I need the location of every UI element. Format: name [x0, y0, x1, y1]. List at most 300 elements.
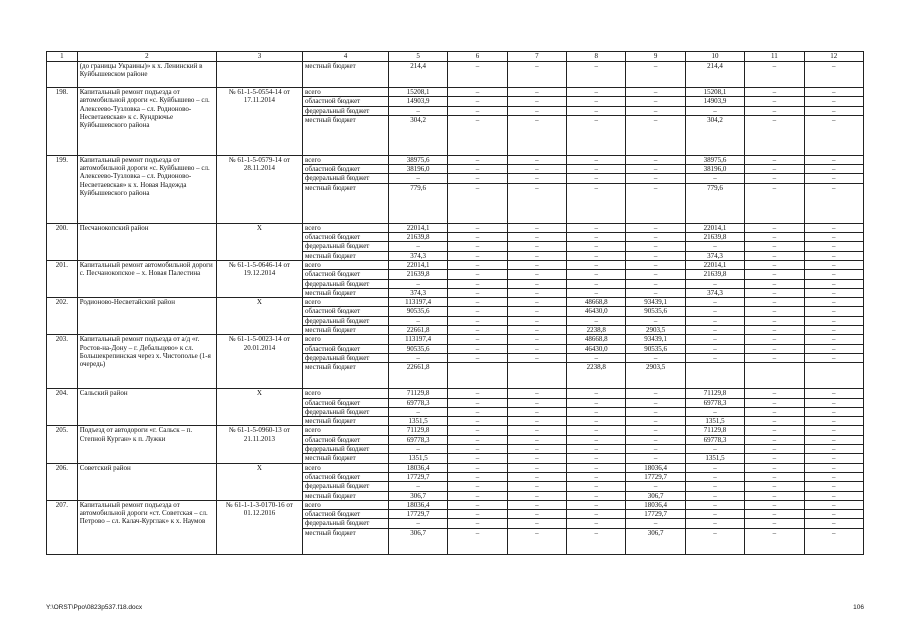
amount-cell: – — [567, 242, 626, 251]
amount-cell: – — [448, 326, 507, 335]
amount-cell: – — [745, 316, 804, 325]
header-cell: 8 — [567, 52, 626, 62]
table-row — [47, 335, 864, 344]
amount-cell: – — [388, 482, 447, 491]
amount-cell: – — [745, 183, 804, 223]
amount-cell: – — [507, 316, 566, 325]
header-cell: 2 — [77, 52, 216, 62]
amount-cell: – — [567, 389, 626, 398]
amount-cell: 90535,6 — [388, 344, 447, 353]
funding-source-cell: всего — [302, 335, 388, 344]
amount-cell: 14903,9 — [685, 97, 744, 106]
amount-cell: – — [626, 251, 685, 260]
amount-cell: 113197,4 — [388, 298, 447, 307]
amount-cell: – — [448, 491, 507, 500]
amount-cell: 71129,8 — [685, 389, 744, 398]
amount-cell: – — [507, 491, 566, 500]
amount-cell: – — [804, 115, 863, 155]
funding-source-cell: федеральный бюджет — [302, 242, 388, 251]
amount-cell: – — [745, 288, 804, 297]
amount-cell: – — [448, 500, 507, 509]
amount-cell: – — [507, 528, 566, 554]
amount-cell: – — [804, 279, 863, 288]
amount-cell: – — [804, 519, 863, 528]
amount-cell: – — [804, 288, 863, 297]
amount-cell: – — [685, 528, 744, 554]
amount-cell: – — [626, 183, 685, 223]
amount-cell: – — [804, 316, 863, 325]
amount-cell: – — [804, 223, 863, 232]
amount-cell: – — [685, 510, 744, 519]
amount-cell: – — [685, 174, 744, 183]
table-row — [47, 389, 864, 398]
amount-cell: – — [567, 519, 626, 528]
header-cell: 11 — [745, 52, 804, 62]
amount-cell: – — [745, 491, 804, 500]
document-cell: № 61-1-5-0554-14 от 17.11.2014 — [216, 88, 302, 156]
funding-source-cell: местный бюджет — [302, 528, 388, 554]
amount-cell: – — [507, 298, 566, 307]
amount-cell: – — [567, 183, 626, 223]
amount-cell: 38196,0 — [685, 165, 744, 174]
amount-cell: – — [745, 353, 804, 362]
amount-cell: – — [567, 500, 626, 509]
amount-cell: 1351,5 — [388, 454, 447, 463]
header-cell: 7 — [507, 52, 566, 62]
amount-cell: – — [745, 519, 804, 528]
amount-cell: – — [448, 233, 507, 242]
amount-cell: 46430,0 — [567, 307, 626, 316]
funding-source-cell: всего — [302, 298, 388, 307]
amount-cell: 71129,8 — [388, 389, 447, 398]
amount-cell: – — [804, 407, 863, 416]
column-number-row — [47, 52, 864, 62]
amount-cell: – — [804, 491, 863, 500]
amount-cell: 214,4 — [685, 62, 744, 88]
amount-cell: – — [567, 62, 626, 88]
amount-cell: – — [448, 316, 507, 325]
amount-cell: – — [745, 223, 804, 232]
amount-cell: – — [745, 174, 804, 183]
funding-source-cell: всего — [302, 155, 388, 164]
amount-cell: – — [685, 463, 744, 472]
amount-cell: – — [685, 407, 744, 416]
funding-source-cell: всего — [302, 500, 388, 509]
table-row — [47, 223, 864, 232]
amount-cell: – — [388, 174, 447, 183]
amount-cell: – — [626, 417, 685, 426]
object-name-cell: Капитальный ремонт подъезда от автомобильной дороги «с. Куйбышево – сл. Алексеево-Тузловка – сл. Родионово-Несветаевская» к с. Кундрючье Куйбышевского района — [77, 88, 216, 156]
object-name-cell: Капитальный ремонт подъезда от автомобильной дороги «ст. Советская – сл. Петрово – сл. Калач-Курглак» к х. Наумов — [77, 500, 216, 554]
amount-cell: – — [567, 398, 626, 407]
amount-cell: – — [567, 97, 626, 106]
page-number: 106 — [853, 604, 864, 611]
file-path: Y:\ORST\Ppo\0823p537.f18.docx — [46, 604, 143, 611]
row-number-cell: 204. — [47, 389, 78, 426]
amount-cell: – — [804, 472, 863, 481]
amount-cell: 71129,8 — [388, 426, 447, 435]
amount-cell: – — [567, 174, 626, 183]
amount-cell: – — [567, 106, 626, 115]
funding-source-cell: местный бюджет — [302, 417, 388, 426]
amount-cell — [804, 363, 863, 389]
amount-cell: – — [685, 519, 744, 528]
amount-cell: – — [685, 298, 744, 307]
amount-cell: 22661,8 — [388, 363, 447, 389]
amount-cell: – — [626, 288, 685, 297]
amount-cell: 22014,1 — [388, 223, 447, 232]
amount-cell: – — [507, 482, 566, 491]
amount-cell: – — [745, 335, 804, 344]
amount-cell: 17729,7 — [388, 472, 447, 481]
amount-cell: – — [567, 426, 626, 435]
funding-source-cell: местный бюджет — [302, 251, 388, 260]
object-name-cell: (до границы Украины)» к х. Ленинский в Куйбышевском районе — [77, 62, 216, 88]
amount-cell — [745, 363, 804, 389]
funding-source-cell: областной бюджет — [302, 97, 388, 106]
amount-cell: 46430,0 — [567, 344, 626, 353]
amount-cell: – — [626, 279, 685, 288]
amount-cell: – — [507, 183, 566, 223]
amount-cell: – — [388, 242, 447, 251]
amount-cell: – — [448, 174, 507, 183]
amount-cell: – — [745, 463, 804, 472]
amount-cell: – — [804, 174, 863, 183]
amount-cell: – — [745, 233, 804, 242]
amount-cell: – — [567, 472, 626, 481]
amount-cell: – — [567, 353, 626, 362]
amount-cell: – — [567, 407, 626, 416]
amount-cell: – — [448, 463, 507, 472]
funding-source-cell: областной бюджет — [302, 233, 388, 242]
amount-cell: – — [745, 298, 804, 307]
amount-cell: 38975,6 — [388, 155, 447, 164]
funding-source-cell: федеральный бюджет — [302, 445, 388, 454]
amount-cell: 17729,7 — [626, 472, 685, 481]
amount-cell: 69778,3 — [685, 398, 744, 407]
amount-cell: – — [685, 106, 744, 115]
amount-cell: – — [745, 389, 804, 398]
amount-cell: 22014,1 — [685, 223, 744, 232]
funding-source-cell: всего — [302, 389, 388, 398]
amount-cell: – — [685, 445, 744, 454]
funding-source-cell: федеральный бюджет — [302, 519, 388, 528]
amount-cell: – — [507, 407, 566, 416]
amount-cell: 69778,3 — [685, 435, 744, 444]
amount-cell: – — [507, 270, 566, 279]
amount-cell: 90535,6 — [388, 307, 447, 316]
amount-cell: – — [448, 426, 507, 435]
amount-cell: 306,7 — [388, 491, 447, 500]
object-name-cell: Песчанокопский район — [77, 223, 216, 260]
amount-cell: – — [567, 251, 626, 260]
amount-cell: – — [507, 510, 566, 519]
funding-source-cell: всего — [302, 223, 388, 232]
amount-cell: 93439,1 — [626, 298, 685, 307]
amount-cell: – — [567, 482, 626, 491]
amount-cell: – — [626, 398, 685, 407]
amount-cell: – — [448, 454, 507, 463]
amount-cell: – — [567, 417, 626, 426]
header-cell: 10 — [685, 52, 744, 62]
funding-source-cell: всего — [302, 463, 388, 472]
amount-cell: – — [626, 519, 685, 528]
amount-cell: – — [567, 279, 626, 288]
amount-cell: – — [448, 115, 507, 155]
amount-cell: – — [567, 528, 626, 554]
amount-cell: – — [804, 106, 863, 115]
amount-cell: – — [448, 389, 507, 398]
amount-cell: – — [745, 165, 804, 174]
amount-cell: – — [567, 463, 626, 472]
amount-cell: – — [685, 472, 744, 481]
amount-cell: – — [745, 454, 804, 463]
amount-cell: – — [388, 445, 447, 454]
amount-cell — [507, 363, 566, 389]
amount-cell: – — [388, 519, 447, 528]
row-number-cell: 201. — [47, 260, 78, 297]
amount-cell: 71129,8 — [685, 426, 744, 435]
document-cell: X — [216, 223, 302, 260]
amount-cell: 90535,6 — [626, 344, 685, 353]
amount-cell: 2903,5 — [626, 326, 685, 335]
amount-cell: – — [745, 115, 804, 155]
header-cell: 12 — [804, 52, 863, 62]
amount-cell: – — [804, 463, 863, 472]
amount-cell: – — [507, 335, 566, 344]
amount-cell: – — [507, 344, 566, 353]
amount-cell: – — [745, 472, 804, 481]
amount-cell: 306,7 — [626, 528, 685, 554]
amount-cell: – — [745, 426, 804, 435]
amount-cell: – — [507, 417, 566, 426]
amount-cell: 306,7 — [388, 528, 447, 554]
amount-cell: – — [507, 389, 566, 398]
funding-source-cell: федеральный бюджет — [302, 106, 388, 115]
amount-cell: – — [448, 165, 507, 174]
amount-cell: – — [804, 454, 863, 463]
amount-cell: – — [804, 510, 863, 519]
object-name-cell: Капитальный ремонт подъезда от а/д «г. Ростов-на-Дону – г. Дебальцево» к сл. Большекрепинская через х. Чистополье (1-я очередь) — [77, 335, 216, 389]
amount-cell: – — [804, 344, 863, 353]
amount-cell: – — [567, 88, 626, 97]
amount-cell: – — [507, 165, 566, 174]
amount-cell: – — [685, 316, 744, 325]
amount-cell: – — [507, 62, 566, 88]
amount-cell: – — [507, 223, 566, 232]
amount-cell: – — [507, 353, 566, 362]
amount-cell: – — [507, 435, 566, 444]
row-number-cell: 205. — [47, 426, 78, 463]
amount-cell: 779,6 — [685, 183, 744, 223]
amount-cell: – — [626, 242, 685, 251]
table-row — [47, 155, 864, 164]
amount-cell: 15208,1 — [685, 88, 744, 97]
amount-cell: – — [804, 426, 863, 435]
amount-cell: 2238,8 — [567, 326, 626, 335]
amount-cell: – — [804, 335, 863, 344]
amount-cell: 90535,6 — [626, 307, 685, 316]
amount-cell: – — [626, 62, 685, 88]
amount-cell — [685, 363, 744, 389]
table-row — [47, 88, 864, 97]
header-cell: 1 — [47, 52, 78, 62]
amount-cell: 15208,1 — [388, 88, 447, 97]
amount-cell: – — [448, 510, 507, 519]
amount-cell: – — [626, 165, 685, 174]
amount-cell: – — [804, 435, 863, 444]
amount-cell: – — [507, 174, 566, 183]
amount-cell: – — [448, 242, 507, 251]
funding-source-cell: всего — [302, 426, 388, 435]
object-name-cell: Подъезд от автодороги «г. Сальск – п. Степной Курган» к п. Лужки — [77, 426, 216, 463]
table-row — [47, 298, 864, 307]
amount-cell: – — [448, 298, 507, 307]
amount-cell: 1351,5 — [685, 454, 744, 463]
amount-cell: – — [507, 398, 566, 407]
amount-cell: – — [685, 500, 744, 509]
amount-cell: – — [745, 398, 804, 407]
amount-cell: 21639,8 — [685, 233, 744, 242]
amount-cell: 374,3 — [388, 251, 447, 260]
amount-cell: – — [745, 326, 804, 335]
object-name-cell: Родионово-Несветайский район — [77, 298, 216, 335]
amount-cell: – — [567, 115, 626, 155]
document-cell: № 61-1-5-0579-14 от 28.11.2014 — [216, 155, 302, 223]
amount-cell: – — [567, 510, 626, 519]
amount-cell: – — [507, 279, 566, 288]
table-row — [47, 426, 864, 435]
amount-cell: – — [804, 165, 863, 174]
funding-source-cell: всего — [302, 88, 388, 97]
document-cell: № 61-1-5-0960-13 от 21.11.2013 — [216, 426, 302, 463]
amount-cell: – — [448, 398, 507, 407]
amount-cell: – — [804, 88, 863, 97]
amount-cell: – — [448, 260, 507, 269]
amount-cell: – — [448, 435, 507, 444]
amount-cell: – — [745, 155, 804, 164]
amount-cell: 214,4 — [388, 62, 447, 88]
funding-source-cell: местный бюджет — [302, 288, 388, 297]
amount-cell: – — [685, 335, 744, 344]
amount-cell: 18036,4 — [388, 500, 447, 509]
funding-source-cell: местный бюджет — [302, 326, 388, 335]
amount-cell: – — [745, 407, 804, 416]
amount-cell: – — [626, 233, 685, 242]
table-row — [47, 463, 864, 472]
amount-cell: – — [448, 155, 507, 164]
amount-cell: – — [507, 519, 566, 528]
funding-source-cell: федеральный бюджет — [302, 407, 388, 416]
amount-cell: – — [567, 288, 626, 297]
amount-cell: – — [685, 491, 744, 500]
amount-cell: – — [804, 500, 863, 509]
amount-cell: – — [804, 326, 863, 335]
amount-cell: – — [745, 445, 804, 454]
row-number-cell: 198. — [47, 88, 78, 156]
amount-cell: – — [448, 62, 507, 88]
funding-source-cell: областной бюджет — [302, 344, 388, 353]
amount-cell: – — [745, 97, 804, 106]
funding-source-cell: областной бюджет — [302, 165, 388, 174]
amount-cell: – — [507, 463, 566, 472]
header-cell: 6 — [448, 52, 507, 62]
amount-cell: 306,7 — [626, 491, 685, 500]
amount-cell: – — [804, 155, 863, 164]
amount-cell: – — [567, 435, 626, 444]
amount-cell: – — [448, 528, 507, 554]
amount-cell: – — [804, 260, 863, 269]
amount-cell: 38196,0 — [388, 165, 447, 174]
amount-cell: – — [804, 233, 863, 242]
amount-cell: – — [745, 270, 804, 279]
funding-source-cell: местный бюджет — [302, 183, 388, 223]
amount-cell: 18036,4 — [626, 463, 685, 472]
amount-cell: 374,3 — [685, 251, 744, 260]
amount-cell: – — [567, 491, 626, 500]
amount-cell: – — [685, 482, 744, 491]
amount-cell: – — [567, 270, 626, 279]
funding-source-cell: местный бюджет — [302, 115, 388, 155]
amount-cell: – — [804, 183, 863, 223]
row-number-cell: 202. — [47, 298, 78, 335]
amount-cell: 48668,8 — [567, 298, 626, 307]
amount-cell: – — [567, 165, 626, 174]
amount-cell: – — [448, 482, 507, 491]
funding-source-cell: местный бюджет — [302, 491, 388, 500]
header-cell: 3 — [216, 52, 302, 62]
amount-cell: – — [388, 279, 447, 288]
object-name-cell: Советский район — [77, 463, 216, 500]
amount-cell: 69778,3 — [388, 435, 447, 444]
amount-cell: – — [745, 88, 804, 97]
amount-cell: – — [804, 298, 863, 307]
amount-cell: – — [804, 62, 863, 88]
amount-cell: – — [626, 407, 685, 416]
amount-cell: 22014,1 — [685, 260, 744, 269]
amount-cell: – — [448, 472, 507, 481]
table-row — [47, 500, 864, 509]
amount-cell: 18036,4 — [388, 463, 447, 472]
amount-cell: – — [448, 279, 507, 288]
document-cell: X — [216, 298, 302, 335]
amount-cell: – — [448, 223, 507, 232]
amount-cell: – — [448, 353, 507, 362]
amount-cell: – — [745, 417, 804, 426]
document-cell: X — [216, 389, 302, 426]
amount-cell: – — [507, 288, 566, 297]
amount-cell: – — [507, 426, 566, 435]
funding-source-cell: федеральный бюджет — [302, 279, 388, 288]
program-table — [46, 51, 864, 555]
amount-cell: 374,3 — [685, 288, 744, 297]
amount-cell: 21639,8 — [388, 270, 447, 279]
amount-cell: – — [685, 242, 744, 251]
amount-cell: – — [507, 260, 566, 269]
amount-cell: – — [626, 389, 685, 398]
amount-cell: – — [507, 242, 566, 251]
amount-cell: – — [507, 307, 566, 316]
amount-cell: – — [507, 454, 566, 463]
amount-cell: – — [448, 270, 507, 279]
amount-cell: – — [448, 97, 507, 106]
row-number-cell: 206. — [47, 463, 78, 500]
amount-cell: – — [567, 260, 626, 269]
object-name-cell: Капитальный ремонт автомобильной дороги с. Песчанокопское – х. Новая Палестина — [77, 260, 216, 297]
amount-cell: – — [626, 223, 685, 232]
amount-cell: – — [507, 445, 566, 454]
amount-cell: – — [388, 316, 447, 325]
